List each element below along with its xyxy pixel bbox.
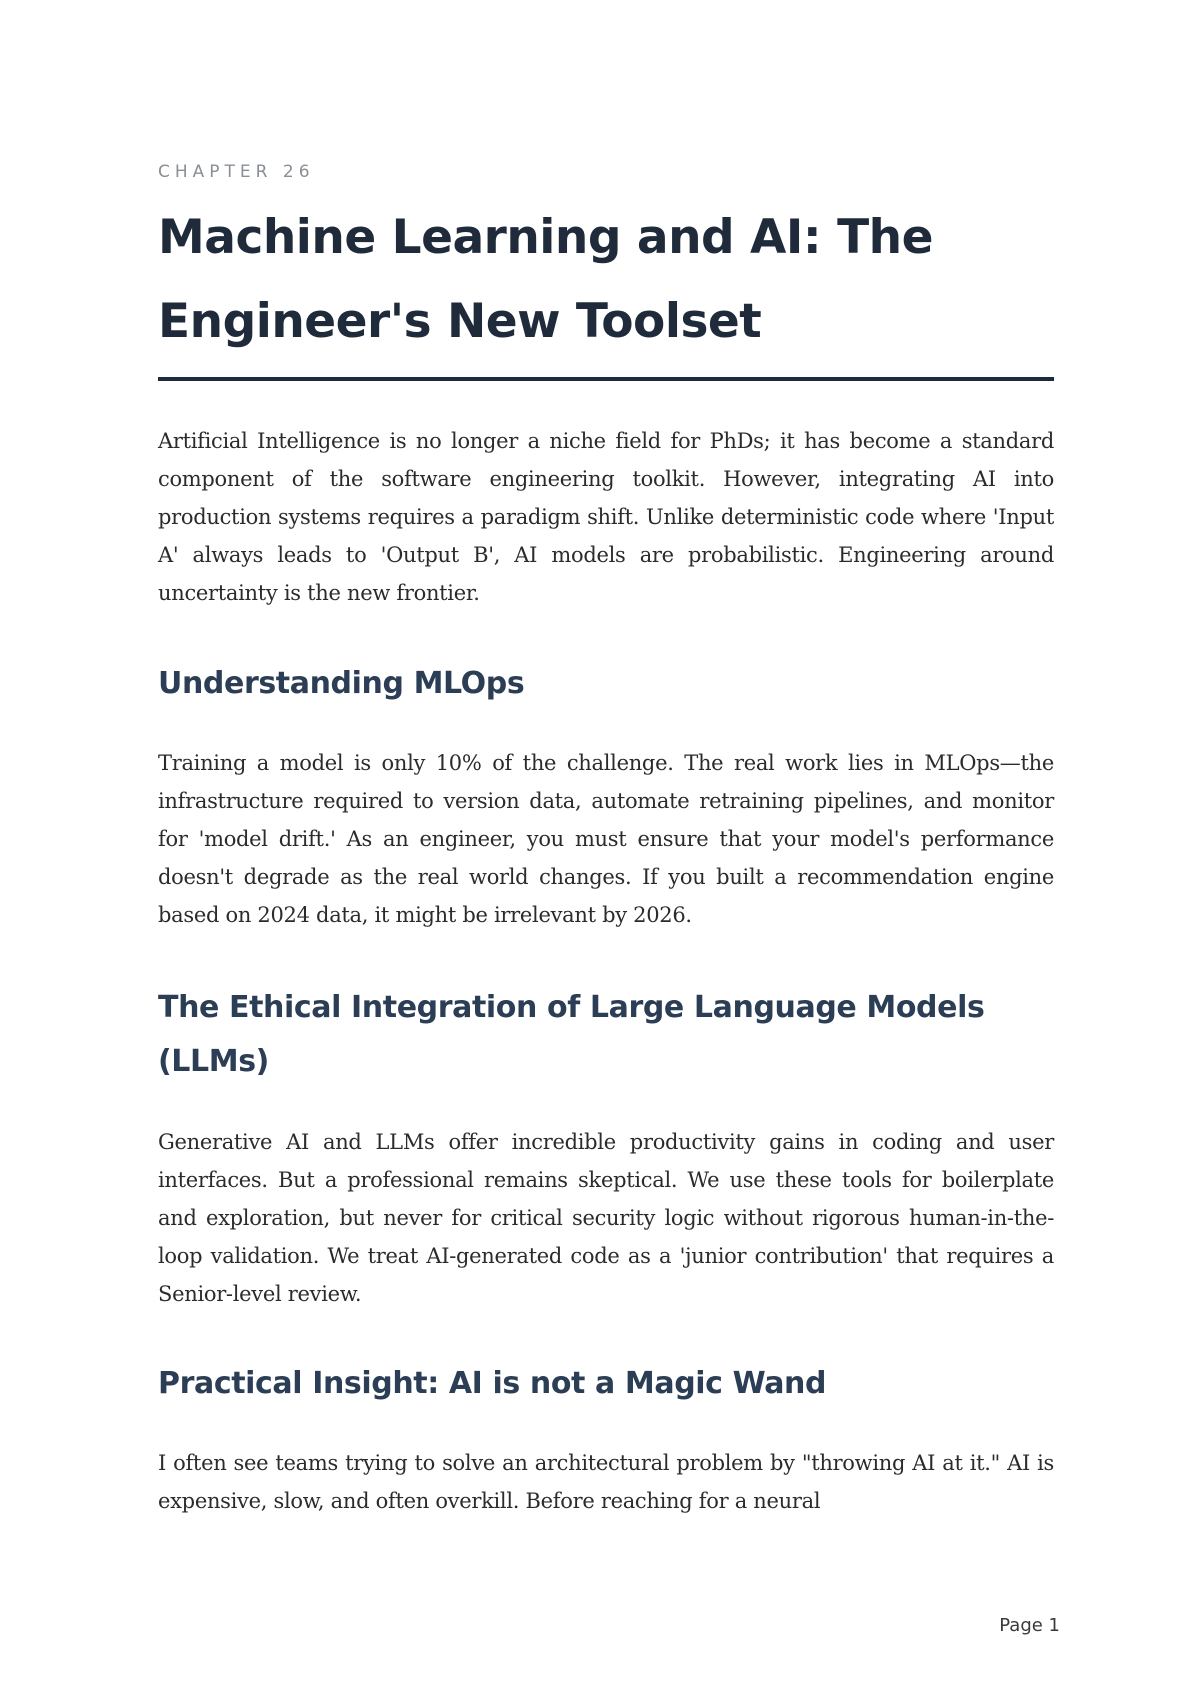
page-number: Page 1 (999, 1615, 1060, 1636)
section-body-llms: Generative AI and LLMs offer incredible productivity gains in coding and user interfaces. But a professional remains skeptical. We use these tools for boilerplate and exploration, but never for critical security logic without rigorous human-in-the-loop validation. We treat AI-generated code as a 'junior contribution' that requires a Senior-level review. (158, 1130, 1054, 1306)
title-divider (158, 377, 1054, 381)
document-page (158, 0, 1054, 1696)
chapter-label: CHAPTER 26 (158, 162, 315, 182)
section-heading-mlops: Understanding MLOps (158, 666, 525, 701)
chapter-title: Machine Learning and AI: The Engineer's New Toolset (158, 210, 933, 349)
section-body-practical-insight: I often see teams trying to solve an architectural problem by "throwing AI at it." AI is expensive, slow, and often overkill. Before reaching for a neural (158, 1451, 1054, 1513)
intro-paragraph: Artificial Intelligence is no longer a niche field for PhDs; it has become a standard component of the software engineering toolkit. However, integrating AI into production systems requires a paradigm shift. Unlike deterministic code where 'Input A' always leads to 'Output B', AI models are probabilistic. Engineering around uncertainty is the new frontier. (158, 429, 1054, 605)
section-heading-llms: The Ethical Integration of Large Language Models (LLMs) (158, 990, 985, 1079)
section-heading-practical-insight: Practical Insight: AI is not a Magic Wand (158, 1366, 827, 1401)
section-body-mlops: Training a model is only 10% of the challenge. The real work lies in MLOps—the infrastructure required to version data, automate retraining pipelines, and monitor for 'model drift.' As an engineer, you must ensure that your model's performance doesn't degrade as the real world changes. If you built a recommendation engine based on 2024 data, it might be irrelevant by 2026. (158, 751, 1054, 927)
